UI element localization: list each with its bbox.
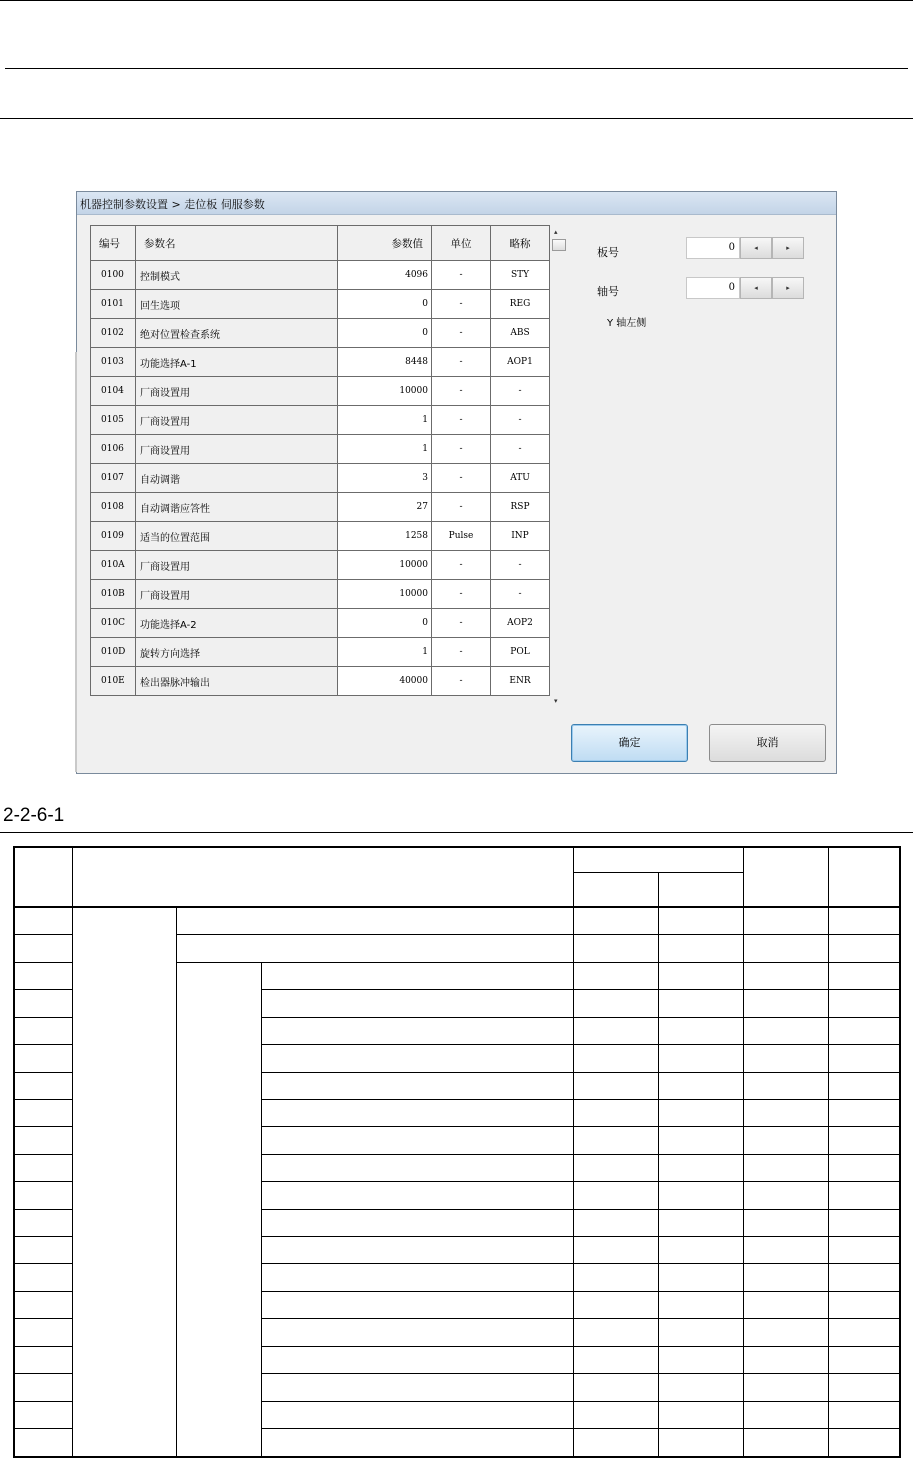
axis-number-field[interactable]: 0 — [686, 277, 740, 299]
board-number-field[interactable]: 0 — [686, 237, 740, 259]
param-unit-cell: - — [432, 638, 491, 667]
param-abbr-cell: AOP2 — [491, 609, 550, 638]
param-value-cell[interactable]: 10000 — [338, 551, 432, 580]
table-row[interactable] — [91, 493, 550, 522]
table-row[interactable] — [91, 522, 550, 551]
param-abbr-cell: STY — [491, 261, 550, 290]
param-name-cell: 功能选择A-2 — [136, 609, 338, 638]
column-header-unit[interactable]: 单位 — [432, 226, 491, 261]
table-row[interactable] — [91, 319, 550, 348]
param-name-cell: 控制模式 — [136, 261, 338, 290]
board-label: 板号 — [597, 246, 619, 259]
scroll-thumb[interactable] — [552, 239, 566, 251]
table-row-rule — [13, 1044, 72, 1045]
param-name-cell: 功能选择A-1 — [136, 348, 338, 377]
table-row[interactable] — [91, 406, 550, 435]
param-unit-cell: - — [432, 319, 491, 348]
param-value-cell[interactable]: 0 — [338, 319, 432, 348]
table-row-rule — [13, 1263, 72, 1264]
table-row-rule — [13, 1318, 72, 1319]
param-unit-cell: - — [432, 290, 491, 319]
param-value-cell[interactable]: 8448 — [338, 348, 432, 377]
board-decrement-button[interactable] — [740, 237, 772, 259]
table-column-rule — [176, 907, 177, 1456]
param-abbr-cell: INP — [491, 522, 550, 551]
figure-caption: 2-2-6-1 — [3, 805, 65, 826]
param-number-cell: 010B — [91, 580, 136, 609]
param-number-cell: 0109 — [91, 522, 136, 551]
table-row-rule — [261, 1318, 899, 1319]
param-value-cell[interactable]: 1 — [338, 435, 432, 464]
table-row-rule — [13, 1017, 72, 1018]
table-row-rule — [261, 989, 899, 990]
table-header-bottom — [13, 906, 899, 908]
param-unit-cell: - — [432, 551, 491, 580]
grid-scrollbar[interactable] — [550, 225, 568, 709]
param-abbr-cell: ABS — [491, 319, 550, 348]
param-number-cell: 0103 — [91, 348, 136, 377]
table-row[interactable] — [91, 580, 550, 609]
table-row-rule — [261, 1263, 899, 1264]
param-abbr-cell: - — [491, 551, 550, 580]
table-column-rule — [828, 846, 829, 1456]
param-name-cell: 自动调谐应答性 — [136, 493, 338, 522]
param-number-cell: 0102 — [91, 319, 136, 348]
param-name-cell: 适当的位置范围 — [136, 522, 338, 551]
header-rule-2 — [0, 118, 913, 119]
param-value-cell[interactable]: 0 — [338, 290, 432, 319]
param-name-cell: 回生选项 — [136, 290, 338, 319]
column-header-abbr[interactable]: 略称 — [491, 226, 550, 261]
scroll-down-icon[interactable]: ▾ — [554, 697, 558, 705]
param-abbr-cell: - — [491, 377, 550, 406]
param-unit-cell: - — [432, 348, 491, 377]
column-header-name[interactable]: 参数名 — [136, 226, 338, 261]
table-column-rule — [743, 846, 744, 1456]
table-row-rule — [261, 1428, 899, 1429]
arrow-right-icon: ▸ — [786, 244, 790, 252]
param-number-cell: 010A — [91, 551, 136, 580]
table-row-rule — [13, 1428, 72, 1429]
table-row[interactable] — [91, 464, 550, 493]
param-name-cell: 厂商设置用 — [136, 377, 338, 406]
table-row-rule — [261, 1346, 899, 1347]
table-row-rule — [13, 1291, 72, 1292]
table-column-rule — [72, 846, 73, 1456]
param-abbr-cell: - — [491, 435, 550, 464]
dialog-title: 机器控制参数设置 > 走位板 伺服参数 — [80, 198, 265, 211]
table-row[interactable] — [91, 290, 550, 319]
table-row-rule — [13, 1209, 72, 1210]
param-name-cell: 检出器脉冲输出 — [136, 667, 338, 696]
table-border-top — [13, 846, 899, 848]
table-row-rule — [176, 962, 899, 963]
param-value-cell[interactable]: 1 — [338, 638, 432, 667]
param-value-cell[interactable]: 40000 — [338, 667, 432, 696]
axis-label: 轴号 — [597, 285, 619, 298]
table-row-rule — [261, 1291, 899, 1292]
table-row-rule — [13, 934, 72, 935]
param-name-cell: 厂商设置用 — [136, 435, 338, 464]
top-rule — [0, 0, 913, 1]
table-column-rule — [658, 872, 659, 1456]
cancel-button[interactable]: 取消 — [709, 724, 826, 762]
parameter-grid — [90, 225, 550, 696]
param-abbr-cell: - — [491, 406, 550, 435]
table-row-rule — [261, 1017, 899, 1018]
caption-rule — [0, 832, 913, 833]
scroll-up-icon[interactable]: ▴ — [554, 228, 558, 236]
param-unit-cell: - — [432, 377, 491, 406]
param-unit-cell: - — [432, 464, 491, 493]
param-unit-cell: - — [432, 261, 491, 290]
param-number-cell: 0108 — [91, 493, 136, 522]
param-name-cell: 厂商设置用 — [136, 406, 338, 435]
param-abbr-cell: ENR — [491, 667, 550, 696]
table-row[interactable] — [91, 435, 550, 464]
param-number-cell: 0107 — [91, 464, 136, 493]
arrow-right-icon: ▸ — [786, 284, 790, 292]
table-row-rule — [13, 1236, 72, 1237]
table-row-rule — [13, 1099, 72, 1100]
table-column-rule — [573, 846, 574, 1456]
table-row-rule — [261, 1401, 899, 1402]
header-rule — [5, 68, 908, 69]
param-value-cell[interactable]: 0 — [338, 609, 432, 638]
param-name-cell: 绝对位置检查系统 — [136, 319, 338, 348]
table-row-rule — [261, 1236, 899, 1237]
param-unit-cell: - — [432, 406, 491, 435]
param-number-cell: 010D — [91, 638, 136, 667]
param-unit-cell: - — [432, 435, 491, 464]
param-number-cell: 0101 — [91, 290, 136, 319]
table-row-rule — [13, 1346, 72, 1347]
table-row-rule — [13, 1072, 72, 1073]
axis-description: Y 轴左侧 — [607, 318, 647, 329]
board-increment-button[interactable] — [772, 237, 804, 259]
table-row-rule — [13, 1373, 72, 1374]
table-row-rule — [13, 989, 72, 990]
dialog-titlebar[interactable] — [77, 192, 836, 215]
param-value-cell[interactable]: 3 — [338, 464, 432, 493]
param-name-cell: 厂商设置用 — [136, 580, 338, 609]
param-unit-cell: - — [432, 667, 491, 696]
axis-increment-button[interactable] — [772, 277, 804, 299]
param-abbr-cell: ATU — [491, 464, 550, 493]
param-number-cell: 0106 — [91, 435, 136, 464]
ok-button[interactable]: 确定 — [571, 724, 688, 762]
table-row[interactable] — [91, 667, 550, 696]
param-abbr-cell: REG — [491, 290, 550, 319]
table-row-rule — [13, 962, 72, 963]
param-number-cell: 010E — [91, 667, 136, 696]
table-row-rule — [13, 1154, 72, 1155]
param-value-cell[interactable]: 1 — [338, 406, 432, 435]
axis-decrement-button[interactable] — [740, 277, 772, 299]
table-row[interactable] — [91, 638, 550, 667]
param-unit-cell: Pulse — [432, 522, 491, 551]
param-name-cell: 旋转方向选择 — [136, 638, 338, 667]
param-number-cell: 010C — [91, 609, 136, 638]
param-value-cell[interactable]: 1258 — [338, 522, 432, 551]
table-row-rule — [261, 1099, 899, 1100]
param-name-cell: 自动调谐 — [136, 464, 338, 493]
table-row-rule — [261, 1373, 899, 1374]
table-row-rule — [261, 1209, 899, 1210]
param-value-cell[interactable]: 10000 — [338, 580, 432, 609]
table-row-rule — [261, 1181, 899, 1182]
param-unit-cell: - — [432, 609, 491, 638]
table-row-rule — [261, 1072, 899, 1073]
param-number-cell: 0100 — [91, 261, 136, 290]
arrow-left-icon: ◂ — [754, 244, 758, 252]
table-border-right — [899, 846, 901, 1458]
param-abbr-cell: POL — [491, 638, 550, 667]
table-row-rule — [13, 1401, 72, 1402]
table-row[interactable] — [91, 261, 550, 290]
param-abbr-cell: AOP1 — [491, 348, 550, 377]
param-name-cell: 厂商设置用 — [136, 551, 338, 580]
table-border-left — [13, 846, 15, 1456]
param-number-cell: 0104 — [91, 377, 136, 406]
table-row[interactable] — [91, 377, 550, 406]
window-shadow — [75, 352, 77, 772]
table-row-rule — [261, 1154, 899, 1155]
param-value-cell[interactable]: 10000 — [338, 377, 432, 406]
table-row-rule — [13, 1126, 72, 1127]
param-number-cell: 0105 — [91, 406, 136, 435]
param-unit-cell: - — [432, 580, 491, 609]
column-header-value[interactable]: 参数值 — [338, 226, 432, 261]
param-value-cell[interactable]: 27 — [338, 493, 432, 522]
param-abbr-cell: - — [491, 580, 550, 609]
table-row[interactable] — [91, 551, 550, 580]
arrow-left-icon: ◂ — [754, 284, 758, 292]
param-abbr-cell: RSP — [491, 493, 550, 522]
table-row-rule — [176, 934, 899, 935]
column-header-no[interactable]: 编号 — [91, 226, 136, 261]
table-row-rule — [261, 1044, 899, 1045]
table-row[interactable] — [91, 348, 550, 377]
param-unit-cell: - — [432, 493, 491, 522]
table-row[interactable] — [91, 609, 550, 638]
table-row-rule — [13, 1181, 72, 1182]
table-row-rule — [261, 1126, 899, 1127]
param-value-cell[interactable]: 4096 — [338, 261, 432, 290]
servo-parameter-dialog — [76, 191, 837, 774]
